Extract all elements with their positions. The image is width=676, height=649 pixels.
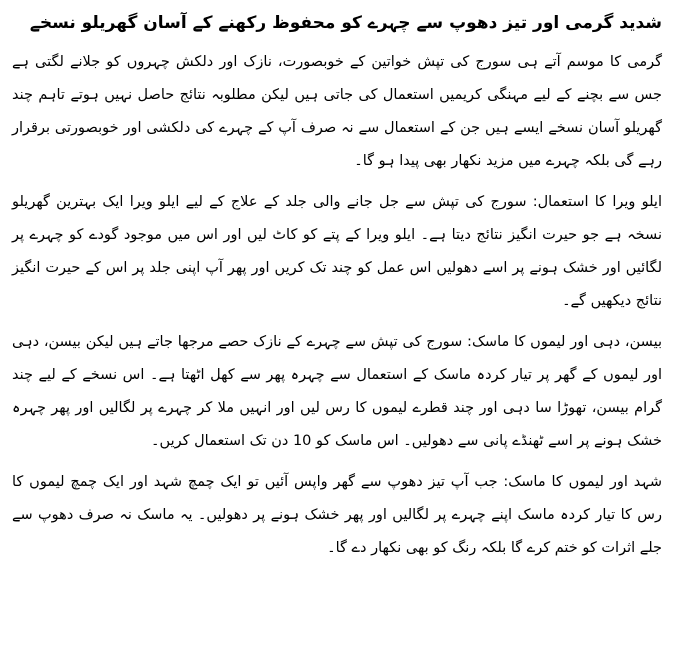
intro-paragraph: گرمی کا موسم آتے ہی سورج کی تپش خواتین کے خوبصورت، نازک اور دلکش چہروں کو جلانے لگتی ہے جس سے بچنے کے لیے مہنگی کریمیں استعمال کی جاتی ہیں لیکن مطلوبہ نتائج حاصل نہیں ہوتے تاہم چند گھریلو آسان نسخے ایسے ہیں جن کے استعمال سے نہ صرف آپ کے چہرے کی دلکشی اور خوبصورتی برقرار رہے گی بلکہ چہرے میں مزید نکھار بھی پیدا ہو گا۔ [12,54,662,169]
aloe-vera-paragraph: ایلو ویرا کا استعمال: سورج کی تپش سے جل جانے والی جلد کے علاج کے لیے ایلو ویرا ایک بہترین گھریلو نسخہ ہے جو حیرت انگیز نتائج دیتا ہے۔ ایلو ویرا کے پتے کو کاٹ لیں اور اس میں موجود گودے کو چہرے پر لگائیں اور خشک ہونے پر اسے دھولیں اس عمل کو چند تک کریں اور پھر آپ اپنی جلد پر اس کے حیرت انگیز نتائج دیکھیں گے۔ [12,194,662,309]
article-title: شدید گرمی اور تیز دھوپ سے چہرے کو محفوظ رکھنے کے آسان گھریلو نسخے [29,13,662,33]
honey-lemon-paragraph: شہد اور لیموں کا ماسک: جب آپ تیز دھوپ سے گھر واپس آئیں تو ایک چمچ شہد اور ایک چمچ لیموں کا رس کا تیار کردہ ماسک اپنے چہرے پر لگالیں اور پھر خشک ہونے پر دھولیں۔ یہ ماسک نہ صرف دھوپ سے جلے اثرات کو ختم کرے گا بلکہ رنگ کو بھی نکھار دے گا۔ [12,474,662,556]
besan-mask-paragraph: بیسن، دہی اور لیموں کا ماسک: سورج کی تپش سے چہرے کے نازک حصے مرجھا جاتے ہیں لیکن بیسن، دہی اور لیموں کے گھر پر تیار کردہ ماسک کے استعمال سے چہرہ پھر سے کھل اٹھتا ہے۔ اس نسخے کے لیے چند گرام بیسن، تھوڑا سا دہی اور چند قطرے لیموں کا رس لیں اور انہیں ملا کر چہرے پر لگالیں اور پھر چہرہ خشک ہونے پر اسے ٹھنڈے پانی سے دھولیں۔ اس ماسک کو 10 دن تک استعمال کریں۔ [12,334,662,449]
